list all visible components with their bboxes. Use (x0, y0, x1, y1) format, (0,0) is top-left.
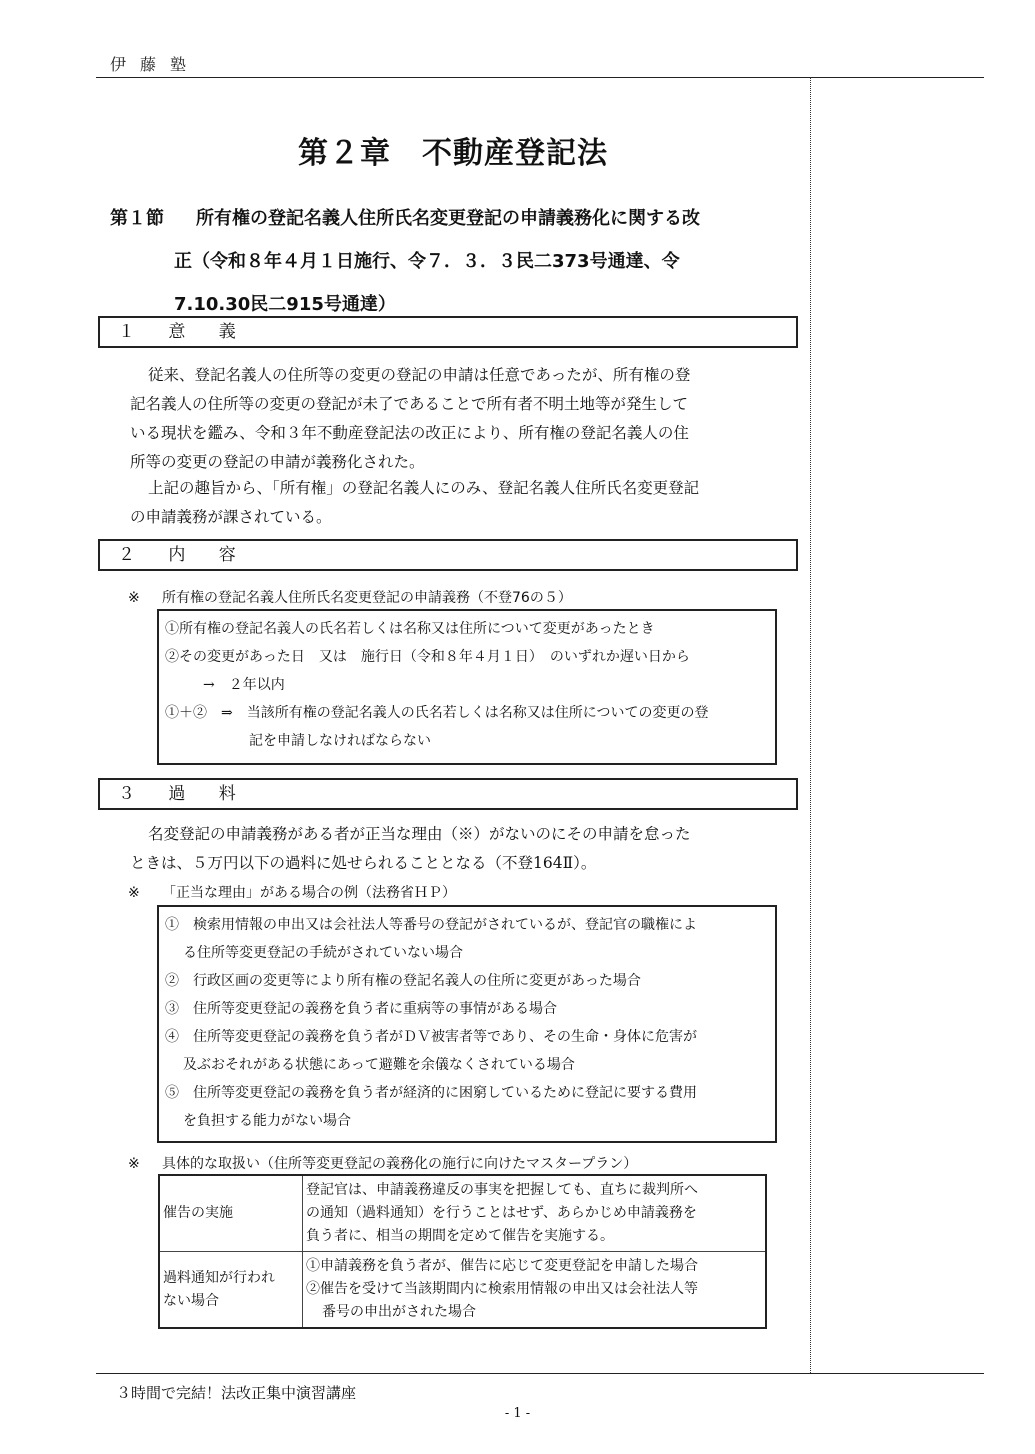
content-note: ※ 所有権の登記名義人住所氏名変更登記の申請義務（不登76の５） (128, 590, 572, 606)
section-prefix: 第１節 (110, 208, 164, 229)
table-row (159, 1175, 766, 1252)
header-rule (96, 77, 984, 78)
section-title-line-3: 7.10.30民二915号通達） (174, 294, 396, 315)
footer-rule (96, 1373, 984, 1374)
masterplan-note: ※ 具体的な取扱い（住所等変更登記の義務化の施行に向けたマスタープラン） (128, 1156, 638, 1172)
table-cell-label: 過料通知が行われ ない場合 (159, 1252, 303, 1329)
meaning-paragraph-2: 上記の趣旨から、「所有権」の登記名義人にのみ、登記名義人住所氏名変更登記 の申請義務が課されている。 (130, 479, 700, 526)
footer-course-title: ３時間で完結！法改正集中演習講座 (116, 1384, 357, 1402)
table-cell-content: 登記官は、申請義務違反の事実を把握しても、直ちに裁判所へ の通知（過料通知）を行うことはせず、あらかじめ申請義務を 負う者に、相当の期間を定めて催告を実施する。 (303, 1175, 767, 1252)
heading-box-content: ２ 内 容 (98, 539, 798, 571)
justifiable-reason-box: ① 検索用情報の申出又は会社法人等番号の登記がされているが、登記官の職権によ る住所等変更登記の手続がされていない場合 ② 行政区画の変更等により所有権の登記名義人の住所に変更があった場合 ③ 住所等変更登記の義務を負う者に重病等の事情がある場合 ④ 住所等変更登記の義務を負う者がＤＶ被害者等であり、その生命・身体に危害が 及ぶおそれがある状態にあって避難を余儀なくされている場合 ⑤ 住所等変更登記の義務を負う者が経済的に困窮しているために登記に要する費用 を負担する能力がない場合 (157, 905, 777, 1143)
table-row (159, 1252, 766, 1329)
section-title-line-2: 正（令和８年４月１日施行、令７．３．３民二373号通達、令 (174, 251, 680, 272)
fine-paragraph: 名変登記の申請義務がある者が正当な理由（※）がないのにその申請を怠った ときは、５万円以下の過料に処せられることとなる（不登164Ⅱ）。 (130, 825, 691, 872)
heading-box-meaning: １ 意 義 (98, 316, 798, 348)
chapter-title: 第２章 不動産登記法 (298, 136, 608, 171)
obligation-box: ①所有権の登記名義人の氏名若しくは名称又は住所について変更があったとき ②その変更があった日 又は 施行日（令和８年４月１日） のいずれか遅い日から → ２年以内 ①＋② ⇒ 当該所有権の登記名義人の氏名若しくは名称又は住所についての変更の登 記を申請しなければならない (157, 609, 777, 765)
heading-box-fine: ３ 過 料 (98, 778, 798, 810)
masterplan-table (158, 1174, 767, 1329)
section-title-line-1: 第１節 所有権の登記名義人住所氏名変更登記の申請義務化に関する改 (110, 197, 795, 240)
section-title (110, 197, 795, 326)
margin-dotted-rule (810, 77, 811, 1373)
page-number: - 1 - (504, 1406, 531, 1421)
justifiable-reason-note: ※ 「正当な理由」がある場合の例（法務省ＨＰ） (128, 885, 456, 901)
table-cell-content: ①申請義務を負う者が、催告に応じて変更登記を申請した場合 ②催告を受けて当該期間内に検索用情報の申出又は会社法人等 番号の申出がされた場合 (303, 1252, 767, 1329)
table-cell-label: 催告の実施 (159, 1175, 303, 1252)
header-org-name: 伊藤塾 (110, 55, 201, 74)
meaning-paragraph-1: 従来、登記名義人の住所等の変更の登記の申請は任意であったが、所有権の登 記名義人の住所等の変更の登記が未了であることで所有者不明土地等が発生して いる現状を鑑み、令和３年不動産登記法の改正により、所有権の登記名義人の住 所等の変更の登記の申請が義務化された。 (130, 366, 691, 471)
